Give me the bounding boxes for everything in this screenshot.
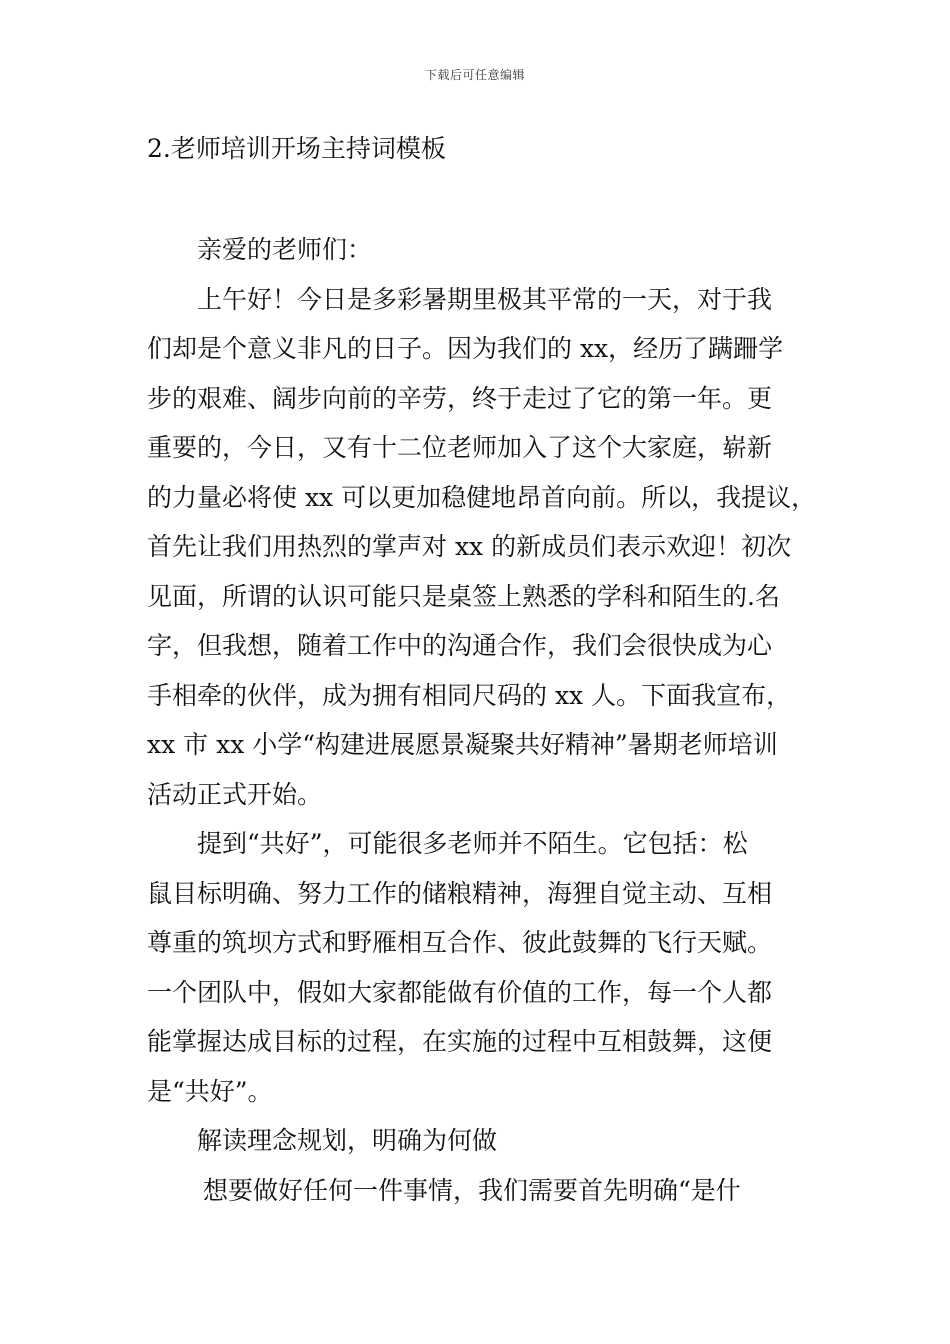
paragraph-line: xx 市 xx 小学“构建进展愿景凝聚共好精神”暑期老师培训 (147, 730, 778, 759)
paragraph-line: 上午好！今日是多彩暑期里极其平常的一天，对于我 (197, 284, 773, 314)
document-title: 2.老师培训开场主持词模板 (147, 134, 446, 163)
paragraph-line: 是“共好”。 (147, 1076, 273, 1106)
paragraph-line: 们却是个意义非凡的日子。因为我们的 xx，经历了蹒跚学 (147, 334, 784, 363)
paragraph-line: 字，但我想，随着工作中的沟通合作，我们会很快成为心 (147, 631, 773, 660)
header-note: 下载后可任意编辑 (424, 68, 525, 82)
paragraph-line: 首先让我们用热烈的掌声对 xx 的新成员们表示欢迎！初次 (147, 532, 792, 561)
paragraph-line: 尊重的筑坝方式和野雁相互合作、彼此鼓舞的飞行天赋。 (147, 928, 773, 957)
paragraph-line: 步的艰难、阔步向前的辛劳，终于走过了它的第一年。更 (147, 383, 773, 413)
paragraph-line: 见面，所谓的认识可能只是桌签上熟悉的学科和陌生的.名 (147, 581, 780, 611)
paragraph-line: 能掌握达成目标的过程，在实施的过程中互相鼓舞，这便 (147, 1027, 773, 1056)
paragraph-line: 一个团队中，假如大家都能做有价值的工作，每一个人都 (147, 977, 773, 1007)
salutation-line: 亲爱的老师们： (197, 235, 373, 264)
paragraph-line: 手相牵的伙伴，成为拥有相同尺码的 xx 人。下面我宣布， (147, 680, 792, 710)
section-heading: 解读理念规划，明确为何做 (197, 1126, 498, 1155)
document-body (147, 225, 827, 1215)
paragraph-line: 活动正式开始。 (147, 779, 323, 809)
paragraph-line: 想要做好任何一件事情，我们需要首先明确“是什 (203, 1175, 741, 1205)
paragraph-line: 重要的，今日，又有十二位老师加入了这个大家庭，崭新 (147, 433, 773, 462)
paragraph-line: 鼠目标明确、努力工作的储粮精神，海狸自觉主动、互相 (147, 878, 773, 908)
paragraph-line: 提到“共好”，可能很多老师并不陌生。它包括：松 (197, 829, 748, 858)
paragraph-line: 的力量必将使 xx 可以更加稳健地昂首向前。所以，我提议， (147, 482, 817, 512)
